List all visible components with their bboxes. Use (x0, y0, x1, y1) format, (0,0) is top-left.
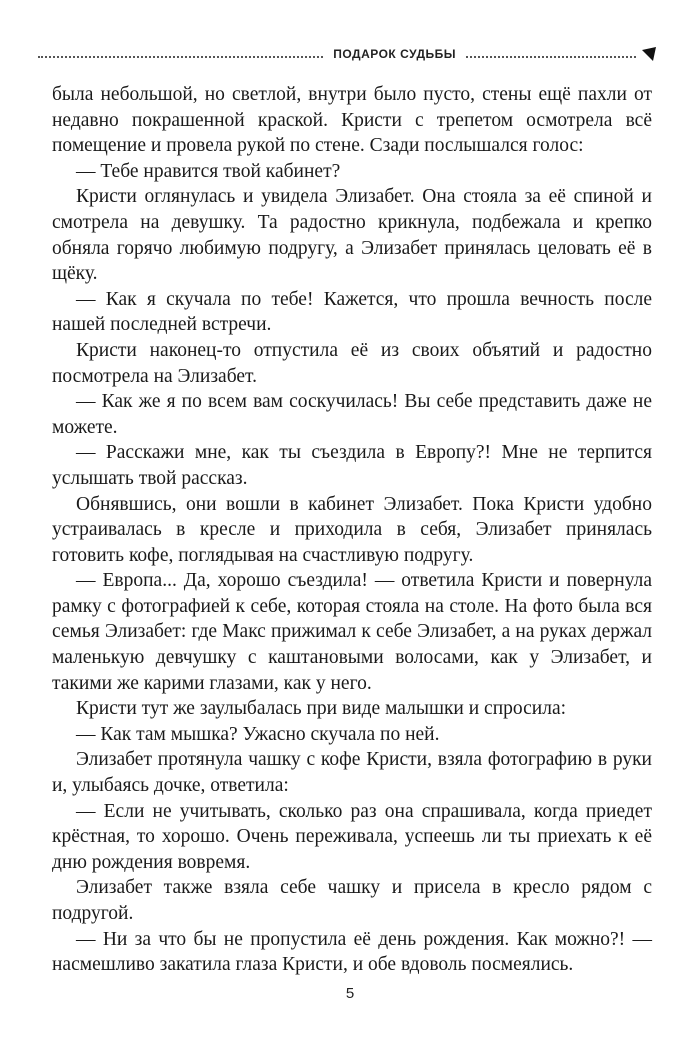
paragraph: — Расскажи мне, как ты съездила в Европу?! Мне не терпится услышать твой рассказ. (52, 442, 652, 489)
paragraph: Элизабет протянула чашку с кофе Кристи, взяла фотографию в руки и, улыбаясь дочке, ответила: (52, 749, 652, 797)
paragraph: Кристи тут же заулыбалась при виде малышки и спросила: (76, 698, 567, 720)
paragraph: — Как там мышка? Ужасно скучала по ней. (76, 723, 440, 745)
paragraph: Элизабет также взяла себе чашку и присела в кресло рядом с подругой. (52, 877, 652, 924)
header-ornament-icon (640, 46, 658, 62)
paragraph: — Тебе нравится твой кабинет? (76, 160, 341, 182)
header-dotted-rule-left (38, 56, 323, 58)
body-text (52, 82, 652, 978)
paragraph: Кристи наконец-то отпустила её из своих объятий и радостно посмотрела на Элизабет. (52, 339, 652, 387)
header-dotted-rule-right (466, 56, 636, 58)
paragraph: — Как же я по всем вам соскучилась! Вы себе представить даже не можете. (52, 391, 652, 438)
paragraph: была небольшой, но светлой, внутри было пусто, стены ещё пахли от недавно покрашенной краской. Кристи с трепетом осмотрела всё помещение и провела рукой по стене. Сзади послышался голос: (52, 84, 652, 157)
header-title: ПОДАРОК СУДЬБЫ (333, 47, 456, 61)
paragraph: Обнявшись, они вошли в кабинет Элизабет. Пока Кристи удобно устраивалась в кресле и приходила в себя, Элизабет принялась готовить кофе, поглядывая на счастливую подругу. (52, 493, 652, 566)
running-header (38, 44, 658, 64)
page-number: 5 (345, 985, 355, 1002)
paragraph: Кристи оглянулась и увидела Элизабет. Она стояла за её спиной и смотрела на девушку. Та радостно крикнула, подбежала и крепко обняла горячо любимую подругу, а Элизабет принялась целовать её в щёку. (52, 186, 652, 285)
paragraph: — Ни за что бы не пропустила её день рождения. Как можно?! — насмешливо закатила глаза Кристи, и обе вдоволь посмеялись. (52, 928, 652, 976)
paragraph: — Если не учитывать, сколько раз она спрашивала, когда приедет крёстная, то хорошо. Очень переживала, успеешь ли ты приехать к её дню рождения вовремя. (52, 800, 652, 873)
paragraph: — Европа... Да, хорошо съездила! — ответила Кристи и повернула рамку с фотографией к себе, которая стояла на столе. На фото была вся семья Элизабет: где Макс прижимал к себе Элизабет, а на руках держал маленькую девчушку с каштановыми волосами, как у Элизабет, и такими же карими глазами, как у него. (52, 570, 652, 694)
paragraph: — Как я скучала по тебе! Кажется, что прошла вечность после нашей последней встречи. (52, 288, 652, 336)
